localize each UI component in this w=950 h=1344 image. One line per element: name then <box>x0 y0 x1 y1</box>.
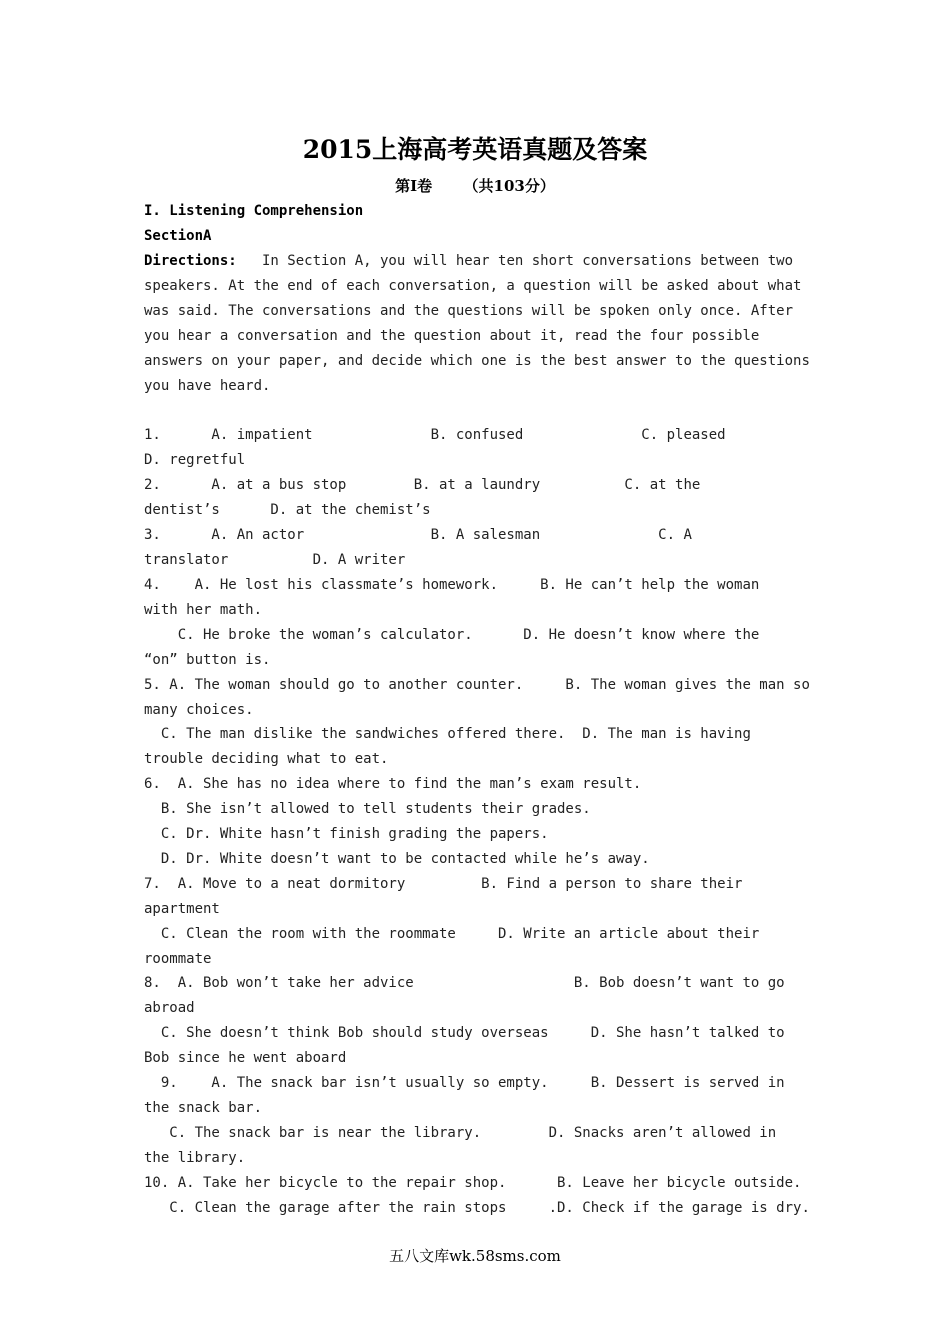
question-line: 8. A. Bob won’t take her advice B. Bob doesn’t want to go <box>144 975 785 991</box>
question-line: 5. A. The woman should go to another counter. B. The woman gives the man so <box>144 677 810 693</box>
question-line: D. regretful <box>144 452 246 468</box>
question-line: with her math. <box>144 602 263 618</box>
question-line: dentist’s D. at the chemist’s <box>144 502 431 518</box>
directions-line: speakers. At the end of each conversation, a question will be asked about what <box>144 278 802 294</box>
directions-label: Directions: <box>144 253 237 269</box>
directions-line: you have heard. <box>144 378 271 394</box>
question-line: B. She isn’t allowed to tell students their grades. <box>144 801 591 817</box>
question-line: C. The man dislike the sandwiches offered there. D. The man is having <box>144 726 751 742</box>
question-line: roommate <box>144 951 212 967</box>
question-line: C. The snack bar is near the library. D. Snacks aren’t allowed in <box>144 1125 777 1141</box>
question-line: 4. A. He lost his classmate’s homework. B. He can’t help the woman <box>144 577 760 593</box>
section-subheading: SectionA <box>144 228 212 244</box>
question-line: C. She doesn’t think Bob should study overseas D. She hasn’t talked to <box>144 1025 785 1041</box>
question-line: translator D. A writer <box>144 552 406 568</box>
question-line: C. Dr. White hasn’t finish grading the papers. <box>144 826 549 842</box>
question-line: apartment <box>144 901 220 917</box>
question-line: Bob since he went aboard <box>144 1050 347 1066</box>
question-line: the library. <box>144 1150 246 1166</box>
question-line: 6. A. She has no idea where to find the man’s exam result. <box>144 776 642 792</box>
question-line: C. Clean the garage after the rain stops .D. Check if the garage is dry. <box>144 1200 810 1216</box>
question-line: many choices. <box>144 702 254 718</box>
question-line: 3. A. An actor B. A salesman C. A <box>144 527 692 543</box>
question-line: trouble deciding what to eat. <box>144 751 389 767</box>
question-line: 9. A. The snack bar isn’t usually so empty. B. Dessert is served in <box>144 1075 785 1091</box>
question-line: D. Dr. White doesn’t want to be contacted while he’s away. <box>144 851 650 867</box>
directions-text: In Section A, you will hear ten short conversations between two <box>236 253 794 269</box>
page-title: 2015上海高考英语真题及答案 <box>302 135 648 164</box>
page-subtitle: 第Ⅰ卷 （共103分） <box>395 177 555 195</box>
question-line: 2. A. at a bus stop B. at a laundry C. at the <box>144 477 701 493</box>
question-line: C. He broke the woman’s calculator. D. He doesn’t know where the <box>144 627 760 643</box>
directions-line: you hear a conversation and the question about it, read the four possible <box>144 328 760 344</box>
question-line: 7. A. Move to a neat dormitory B. Find a person to share their <box>144 876 743 892</box>
question-line: “on” button is. <box>144 652 271 668</box>
page-footer: 五八文库wk.58sms.com <box>389 1247 561 1265</box>
question-line: the snack bar. <box>144 1100 263 1116</box>
section-heading: I. Listening Comprehension <box>144 203 364 219</box>
directions-line: was said. The conversations and the questions will be spoken only once. After <box>144 303 794 319</box>
question-line: 1. A. impatient B. confused C. pleased <box>144 427 726 443</box>
directions-line <box>144 249 793 274</box>
question-line: 10. A. Take her bicycle to the repair shop. B. Leave her bicycle outside. <box>144 1175 802 1191</box>
question-line: C. Clean the room with the roommate D. Write an article about their <box>144 926 760 942</box>
question-line: abroad <box>144 1000 195 1016</box>
directions-line: answers on your paper, and decide which one is the best answer to the questions <box>144 353 810 369</box>
